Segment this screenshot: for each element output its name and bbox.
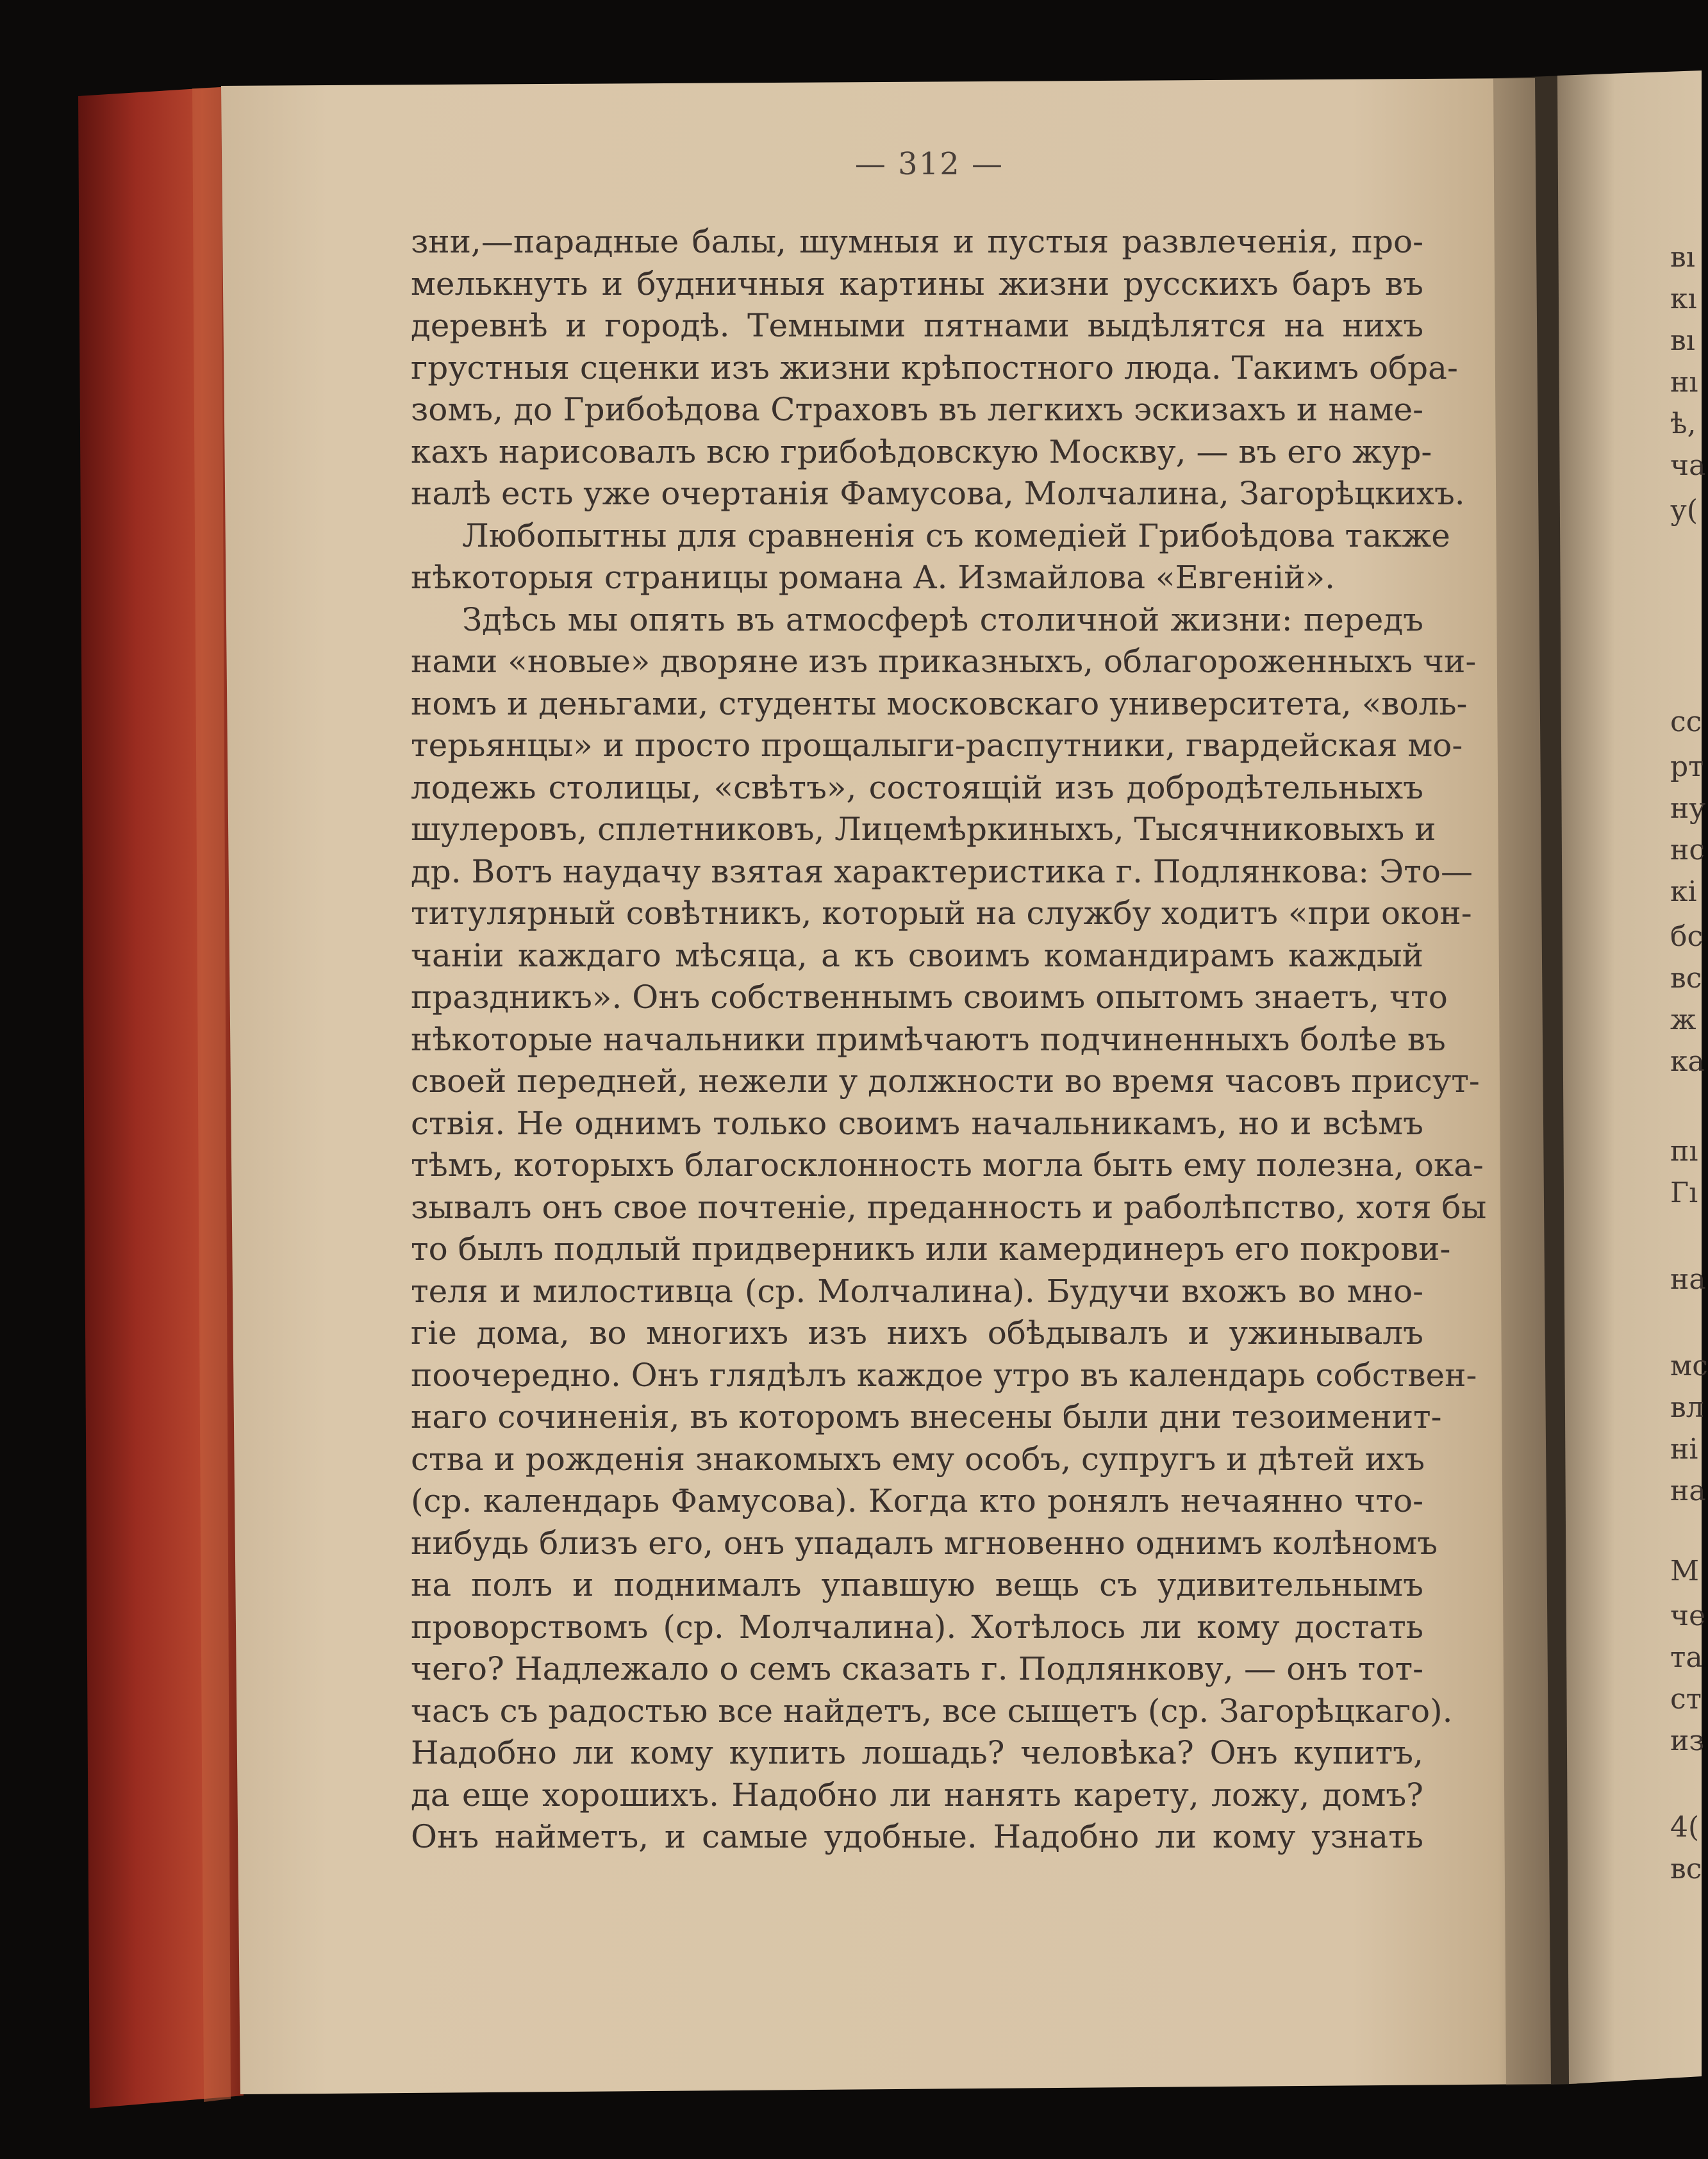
facing-page-text-fragments bbox=[1670, 0, 1708, 2159]
text-line: ствія. Не однимъ только своимъ начальникамъ, но и всѣмъ bbox=[411, 1104, 1423, 1142]
main-text-block bbox=[411, 221, 1487, 1858]
page-number: — 312 — bbox=[854, 146, 1004, 182]
facing-page-fragment: нс bbox=[1670, 834, 1705, 866]
facing-page-fragment: вс bbox=[1670, 1853, 1702, 1885]
text-line: да еще хорошихъ. Надобно ли нанять карету, ложу, домъ? bbox=[411, 1776, 1423, 1814]
text-line: праздникъ». Онъ собственнымъ своимъ опытомъ знаетъ, что bbox=[411, 979, 1448, 1016]
facing-page-fragment: 4( bbox=[1670, 1811, 1700, 1844]
text-line: гіе дома, во многихъ изъ нихъ обѣдывалъ и ужинывалъ bbox=[411, 1314, 1423, 1352]
facing-page-fragment: на bbox=[1670, 1475, 1706, 1507]
text-line: Любопытны для сравненія съ комедіей Грибоѣдова также bbox=[462, 517, 1450, 554]
facing-page-fragment: сс bbox=[1670, 706, 1702, 738]
facing-page-fragment: пı bbox=[1670, 1135, 1698, 1168]
text-line: то былъ подлый придверникъ или камердинеръ его покрови- bbox=[411, 1230, 1451, 1268]
text-line: (ср. календарь Фамусова). Когда кто ронялъ нечаянно что- bbox=[411, 1482, 1423, 1519]
text-line: поочередно. Онъ глядѣлъ каждое утро въ календарь собствен- bbox=[411, 1356, 1477, 1394]
text-line: грустныя сценки изъ жизни крѣпостного люда. Такимъ обра- bbox=[411, 349, 1458, 386]
facing-page-fragment: вı bbox=[1670, 241, 1695, 274]
text-line: наго сочиненія, въ которомъ внесены были дни тезоименит- bbox=[411, 1398, 1442, 1435]
text-line: нѣкоторые начальники примѣчаютъ подчиненныхъ болѣе въ bbox=[411, 1020, 1446, 1058]
facing-page-fragment: мс bbox=[1670, 1350, 1708, 1382]
facing-page-fragment: че bbox=[1670, 1600, 1706, 1632]
text-line: часъ съ радостью все найдетъ, все сыщетъ (ср. Загорѣцкаго). bbox=[411, 1692, 1453, 1730]
text-line: тѣмъ, которыхъ благосклонность могла быть ему полезна, ока- bbox=[411, 1146, 1484, 1184]
text-line: нѣкоторыя страницы романа А. Измайлова «Евгеній». bbox=[411, 559, 1336, 596]
text-line: Онъ найметъ, и самые удобные. Надобно ли кому узнать bbox=[411, 1818, 1423, 1855]
facing-page-fragment: ж bbox=[1670, 1004, 1696, 1036]
facing-page-fragment: на bbox=[1670, 1263, 1706, 1296]
facing-page-fragment: М bbox=[1670, 1555, 1700, 1587]
facing-page-fragment: ка bbox=[1670, 1045, 1705, 1078]
text-line: мелькнуть и будничныя картины жизни русскихъ баръ въ bbox=[411, 265, 1423, 302]
text-line: лодежь столицы, «свѣтъ», состоящій изъ добродѣтельныхъ bbox=[411, 768, 1423, 806]
facing-page-fragment: бс bbox=[1670, 920, 1704, 953]
facing-page-fragment: ча bbox=[1670, 449, 1706, 482]
text-line: Здѣсь мы опять въ атмосферѣ столичной жизни: передъ bbox=[462, 600, 1423, 638]
text-line: налѣ есть уже очертанія Фамусова, Молчалина, Загорѣцкихъ. bbox=[411, 475, 1465, 512]
text-line: Надобно ли кому купить лошадь? человѣка? Онъ купитъ, bbox=[411, 1734, 1423, 1771]
facing-page-fragment: ні bbox=[1670, 1433, 1698, 1466]
text-line: зни,—парадные балы, шумныя и пустыя развлеченія, про- bbox=[411, 223, 1423, 260]
facing-page-fragment: нı bbox=[1670, 366, 1698, 399]
text-line: др. Вотъ наудачу взятая характеристика г. Подлянкова: Это— bbox=[411, 852, 1473, 890]
text-line: теля и милостивца (ср. Молчалина). Будучи вхожъ во мно- bbox=[411, 1272, 1423, 1310]
facing-page-fragment: вс bbox=[1670, 962, 1702, 995]
facing-page-fragment: кı bbox=[1670, 283, 1697, 315]
text-line: чего? Надлежало о семъ сказать г. Подлянкову, — онъ тот- bbox=[411, 1650, 1423, 1687]
text-line: на полъ и поднималъ упавшую вещь съ удивительнымъ bbox=[411, 1566, 1423, 1603]
text-line: проворствомъ (ср. Молчалина). Хотѣлось ли кому достать bbox=[411, 1608, 1423, 1646]
text-line: терьянцы» и просто прощалыги-распутники, гвардейская мо- bbox=[411, 727, 1463, 764]
facing-page-fragment: вл bbox=[1670, 1391, 1704, 1424]
facing-page-fragment: вı bbox=[1670, 324, 1695, 357]
facing-page-fragment: у( bbox=[1670, 494, 1698, 527]
facing-page-fragment: ст bbox=[1670, 1683, 1702, 1716]
facing-page-fragment: та bbox=[1670, 1641, 1703, 1674]
facing-page-fragment: Гı bbox=[1670, 1177, 1698, 1209]
text-line: кахъ нарисовалъ всю грибоѣдовскую Москву, — въ его жур- bbox=[411, 433, 1432, 470]
text-line: зывалъ онъ свое почтеніе, преданность и раболѣпство, хотя бы bbox=[411, 1188, 1487, 1226]
text-line: номъ и деньгами, студенты московскаго университета, «воль- bbox=[411, 684, 1468, 722]
text-line: нами «новые» дворяне изъ приказныхъ, облагороженныхъ чи- bbox=[411, 643, 1477, 680]
text-line: титулярный совѣтникъ, который на службу ходитъ «при окон- bbox=[411, 895, 1472, 932]
text-line: зомъ, до Грибоѣдова Страховъ въ легкихъ эскизахъ и наме- bbox=[411, 391, 1423, 428]
facing-page-fragment: рт bbox=[1670, 750, 1704, 783]
text-line: нибудь близъ его, онъ упадалъ мгновенно однимъ колѣномъ bbox=[411, 1524, 1438, 1562]
facing-page-fragment: ну bbox=[1670, 792, 1706, 825]
facing-page-fragment: кі bbox=[1670, 875, 1697, 908]
text-line: своей передней, нежели у должности во время часовъ присут- bbox=[411, 1063, 1480, 1100]
text-line: шулеровъ, сплетниковъ, Лицемѣркиныхъ, Тысячниковыхъ и bbox=[411, 811, 1436, 848]
facing-page-fragment: из bbox=[1670, 1725, 1705, 1757]
text-line: ства и рожденія знакомыхъ ему особъ, супругъ и дѣтей ихъ bbox=[411, 1440, 1425, 1478]
text-line: деревнѣ и городѣ. Темными пятнами выдѣлятся на нихъ bbox=[411, 307, 1423, 344]
text-line: чаніи каждаго мѣсяца, а къ своимъ командирамъ каждый bbox=[411, 936, 1423, 974]
facing-page-fragment: ѣ, bbox=[1670, 408, 1696, 440]
